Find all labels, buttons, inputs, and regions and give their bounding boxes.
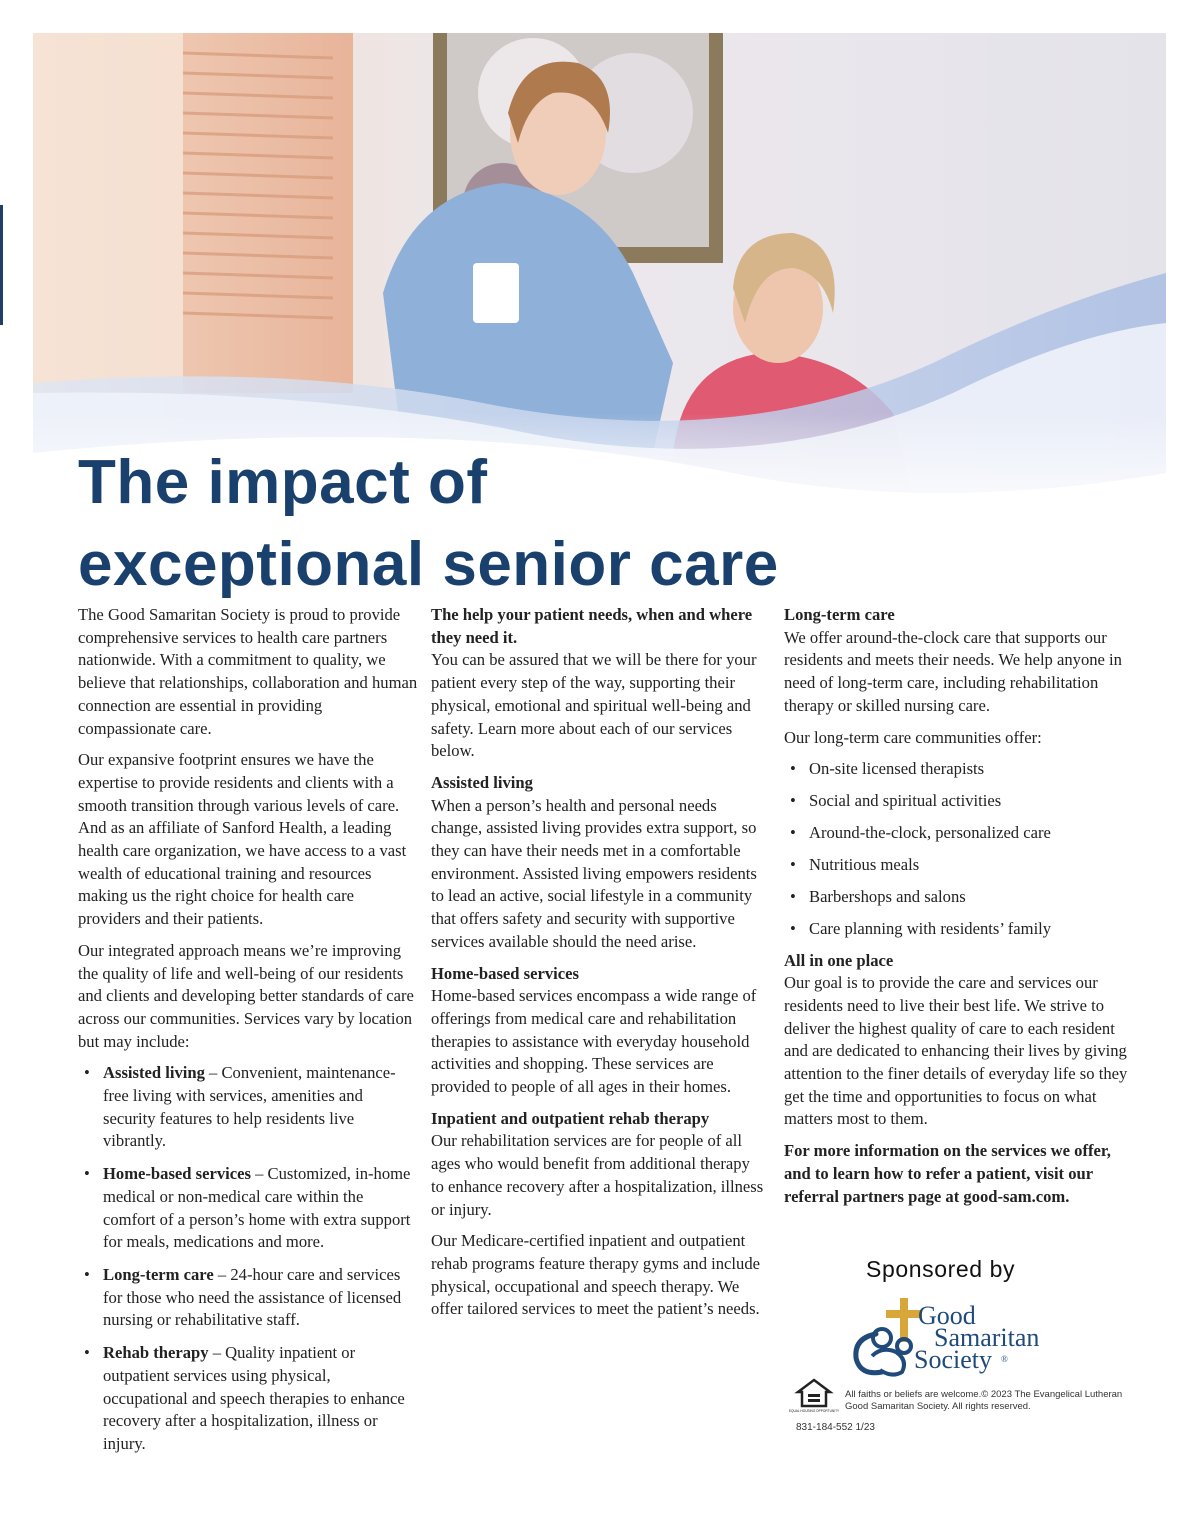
cta-text: For more information on the services we offer, and to learn how to refer a patient, visit our referral partners page at good-sam.com. bbox=[784, 1141, 1111, 1206]
service-desc: – Customized, in-home medical or non-medical care within the comfort of a person’s home with extra support for meals, medications and more. bbox=[103, 1164, 411, 1252]
section-heading: All in one place bbox=[784, 950, 894, 970]
list-item: • Social and spiritual activities bbox=[784, 790, 1129, 813]
column-intro bbox=[78, 604, 418, 1466]
intro-section bbox=[431, 604, 766, 763]
service-desc: – 24-hour care and services for those who need the assistance of licensed nursing or rehabilitative staff. bbox=[103, 1264, 402, 1330]
approach-paragraph: Our integrated approach means we’re improving the quality of life and well-being of our residents and clients and developing better standards of care across our communities. Services vary by location but may include: bbox=[78, 940, 414, 1051]
assisted-living-section bbox=[431, 772, 766, 954]
list-item bbox=[78, 1062, 418, 1153]
title-line-1: The impact of bbox=[78, 448, 488, 517]
list-item: • Around-the-clock, personalized care bbox=[784, 822, 1129, 845]
section-heading: Assisted living bbox=[431, 772, 533, 792]
id-badge bbox=[473, 263, 519, 323]
document-code: 831-184-552 1/23 bbox=[796, 1422, 875, 1433]
section-text: Our rehabilitation services are for people of all ages who would benefit from additional therapy to enhance recovery after a hospitalization, illness or injury. bbox=[431, 1131, 764, 1219]
list-item: • Nutritious meals bbox=[784, 854, 1129, 877]
service-desc: – Quality inpatient or outpatient services using physical, occupational and speech therapies to enhance recovery after a hospitalization, illness or injury. bbox=[103, 1343, 405, 1453]
all-in-one-section bbox=[784, 950, 1129, 1132]
list-item: • Barbershops and salons bbox=[784, 886, 1129, 909]
legal-text: All faiths or beliefs are welcome.© 2023 The Evangelical Lutheran Good Samaritan Society. All rights reserved. bbox=[845, 1389, 1123, 1412]
eho-text: EQUAL HOUSING OPPORTUNITY bbox=[788, 1409, 840, 1413]
services-list bbox=[78, 1062, 418, 1455]
section-heading: Inpatient and outpatient rehab therapy bbox=[431, 1108, 710, 1128]
section-text: When a person’s health and personal needs change, assisted living provides extra support, so they can have their needs met in a comfortable environment. Assisted living empowers residents to lead an active, social lifestyle in a community that offers safety and security with supportive services available should the need arise. bbox=[431, 795, 757, 951]
page-title bbox=[78, 442, 978, 606]
list-item bbox=[78, 1342, 418, 1456]
section-text: We offer around-the-clock care that supports our residents and meets their needs. We help anyone in need of long-term care, including rehabilitation therapy or skilled nursing care. bbox=[784, 627, 1122, 715]
logo-word-samaritan: Samaritan bbox=[934, 1323, 1040, 1352]
service-term: Home-based services bbox=[103, 1164, 251, 1184]
footprint-paragraph: Our expansive footprint ensures we have the expertise to provide residents and clients with a smooth transition through various levels of care. And as an affiliate of Sanford Health, a leading health care organization, we have access to a vast wealth of educational training and resources making us the right choice for health care providers and their patients. bbox=[78, 750, 407, 929]
sponsored-by-label: Sponsored by bbox=[866, 1256, 1016, 1282]
offer-intro: Our long-term care communities offer: bbox=[784, 727, 1042, 747]
service-desc: – Convenient, maintenance-free living with services, amenities and security features to help residents live vibrantly. bbox=[103, 1063, 396, 1151]
list-item bbox=[78, 1163, 418, 1254]
equal-housing-icon bbox=[788, 1378, 840, 1418]
home-based-section bbox=[431, 963, 766, 1099]
list-item bbox=[78, 1264, 418, 1332]
section-heading: Long-term care bbox=[784, 605, 895, 624]
service-term: Rehab therapy bbox=[103, 1343, 209, 1363]
service-term: Long-term care bbox=[103, 1264, 214, 1284]
rehab-section bbox=[431, 1108, 766, 1222]
call-to-action bbox=[784, 1140, 1129, 1208]
column-services bbox=[431, 604, 766, 1330]
column-long-term bbox=[784, 604, 1129, 1217]
title-line-2: exceptional senior care bbox=[78, 530, 779, 599]
good-samaritan-logo bbox=[846, 1294, 1076, 1380]
long-term-section bbox=[784, 604, 1129, 718]
section-heading: The help your patient needs, when and where they need it. bbox=[431, 605, 753, 647]
service-term: Assisted living bbox=[103, 1063, 205, 1083]
intro-paragraph: The Good Samaritan Society is proud to provide comprehensive services to health care partners nationwide. With a commitment to quality, we believe that relationships, collaboration and human connection are essential in providing compassionate care. bbox=[78, 605, 418, 738]
list-item: • On-site licensed therapists bbox=[784, 758, 1129, 781]
registered-mark: ® bbox=[1001, 1354, 1008, 1364]
edge-accent-bar bbox=[0, 205, 3, 325]
section-text: You can be assured that we will be there for your patient every step of the way, supporting their physical, emotional and spiritual well-being and safety. Learn more about each of our services below. bbox=[431, 650, 757, 761]
section-heading: Home-based services bbox=[431, 963, 579, 983]
list-item: • Care planning with residents’ family bbox=[784, 918, 1129, 941]
medicare-paragraph: Our Medicare-certified inpatient and outpatient rehab programs feature therapy gyms and include physical, occupational and speech therapy. We offer tailored services to meet the patient’s needs. bbox=[431, 1231, 760, 1319]
logo-word-good: Good bbox=[918, 1301, 976, 1330]
section-text: Our goal is to provide the care and services our residents need to live their best life. We strive to deliver the highest quality of care to each resident and are dedicated to enhancing their lives by giving attention to the finer details of everyday life so they get the time and opportunities to focus on what matters most to them. bbox=[784, 973, 1128, 1129]
section-text: Home-based services encompass a wide range of offerings from medical care and rehabilitation therapies to assistance with everyday household activities and shopping. These services are provided to people of all ages in their homes. bbox=[431, 986, 757, 1097]
logo-word-society: Society bbox=[914, 1345, 992, 1374]
offerings-list bbox=[784, 758, 1129, 940]
